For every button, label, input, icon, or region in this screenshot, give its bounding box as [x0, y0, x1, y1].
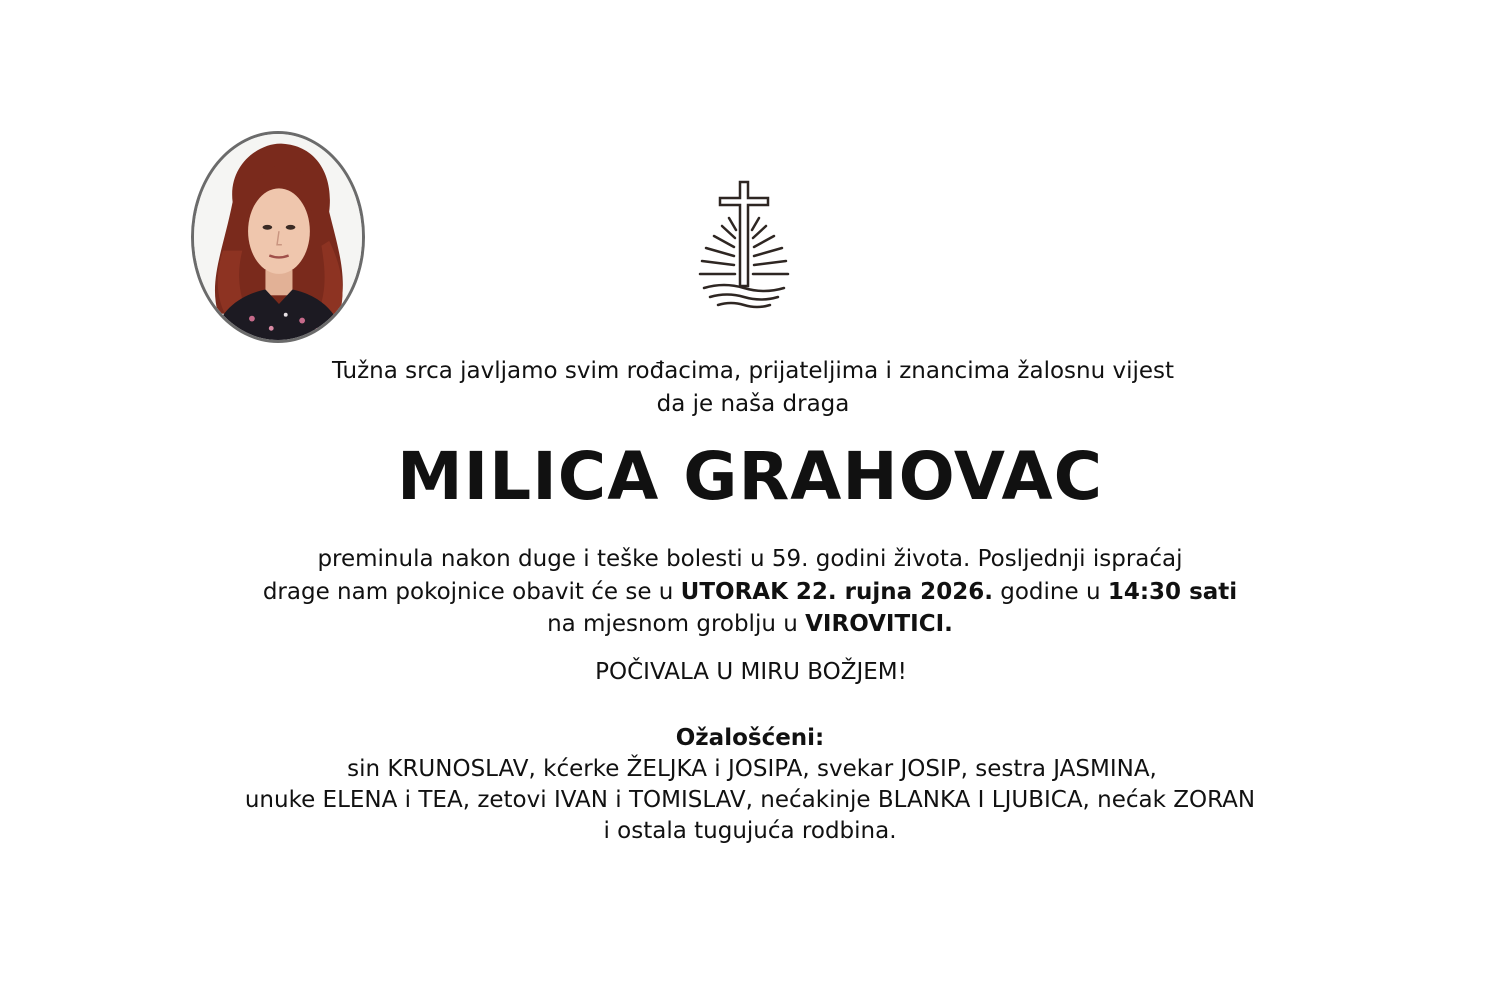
mourners-line: sin KRUNOSLAV, kćerke ŽELJKA i JOSIPA, svekar JOSIP, sestra JASMINA,: [347, 756, 1157, 782]
mourners-line: i ostala tugujuća rodbina.: [603, 818, 897, 844]
closing-line: POČIVALA U MIRU BOŽJEM!: [595, 659, 907, 685]
funeral-place: VIROVITICI.: [805, 611, 953, 637]
body-text: na mjesnom groblju u: [547, 611, 806, 637]
intro-line: Tužna srca javljamo svim rođacima, prijateljima i znancima žalosnu vijest: [331, 358, 1175, 384]
funeral-date: UTORAK 22. rujna 2026.: [680, 579, 993, 605]
body-line-funeral-place: [0, 608, 1500, 640]
mourners-heading: Ožalošćeni:: [675, 725, 825, 751]
body-line: preminula nakon duge i teške bolesti u 59. godini života. Posljednji ispraćaj: [317, 546, 1183, 572]
mourners-line: unuke ELENA i TEA, zetovi IVAN i TOMISLAV, nećakinje BLANKA I LJUBICA, nećak ZORAN: [244, 787, 1256, 813]
body-text: godine u: [992, 579, 1108, 605]
cross-with-sunrise-icon: [696, 178, 792, 310]
funeral-time: 14:30 sati: [1107, 579, 1238, 605]
deceased-name: MILICA GRAHOVAC: [396, 438, 1104, 515]
body-line-funeral-date: [0, 576, 1500, 608]
deceased-portrait-photo: [191, 131, 365, 343]
body-text: drage nam pokojnice obavit će se u: [262, 579, 681, 605]
intro-line: da je naša draga: [656, 391, 850, 417]
